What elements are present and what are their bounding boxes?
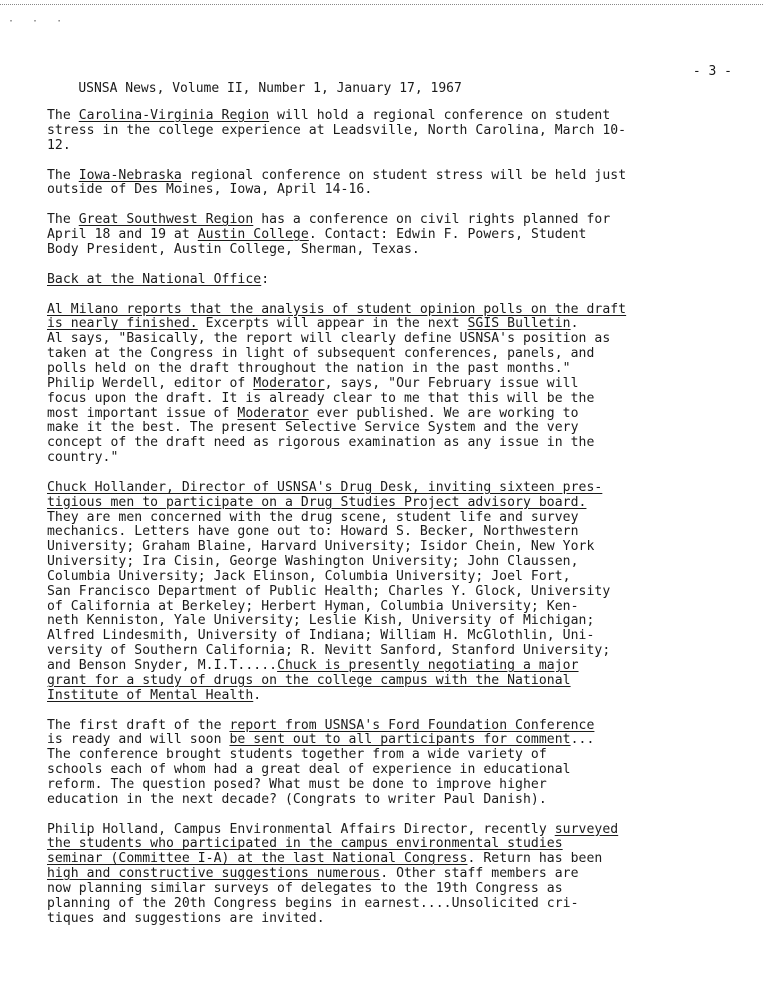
- text-segment: Philip Holland, Campus Environmental Affairs Director, recently: [47, 821, 555, 837]
- paragraph-holland: [47, 823, 732, 927]
- text-segment: .: [253, 687, 262, 703]
- underlined-text: Moderator: [253, 375, 325, 391]
- text-segment: . Other staff members are now planning similar surveys of delegates to the 19th Congress as planning of the 20th Congress begins in earnest....Unsolicited cri- tiques and suggestions are invited.: [47, 866, 579, 926]
- underlined-text: report from USNSA's Ford Foundation Conference: [229, 717, 595, 733]
- underlined-text: SGIS Bulletin: [467, 316, 571, 332]
- text-segment: The: [47, 167, 79, 183]
- text-segment: has a conference on civil rights planned for April 18 and 19 at: [47, 212, 611, 243]
- paragraph-hollander: [47, 481, 732, 704]
- underlined-text: surveyed the students who participated in the campus environmental studies seminar (Committee I-A) at the last National Congress: [47, 821, 619, 867]
- underlined-text: Iowa-Nebraska: [78, 167, 182, 183]
- paragraph-carolina: [47, 109, 732, 154]
- underlined-text: Austin College: [197, 227, 309, 243]
- corner-marks: · · ·: [8, 16, 69, 27]
- text-segment: . Contact: Edwin F. Powers, Student Body President, Austin College, Sherman, Texas.: [47, 227, 587, 257]
- underlined-text: high and constructive suggestions numerous: [47, 866, 381, 882]
- underlined-text: Al Milano reports that the analysis of student opinion polls on the draft is nearly finished.: [47, 301, 627, 332]
- text-segment: The first draft of the: [47, 717, 230, 733]
- underlined-text: Carolina-Virginia Region: [78, 108, 270, 123]
- underlined-text: Moderator: [237, 405, 309, 421]
- underlined-text: be sent out to all participants for comment: [229, 732, 571, 748]
- text-segment: :: [261, 271, 270, 287]
- text-segment: ever published. We are working to make it the best. The present Selective Service System and the very concept of the draft need as rigorous examination as any issue in the country.": [47, 405, 595, 466]
- paragraph-milano: [47, 303, 732, 466]
- text-segment: The: [47, 212, 79, 228]
- section-heading: [47, 273, 732, 288]
- header-title: USNSA News, Volume II, Number 1, January 17, 1967: [78, 81, 462, 96]
- text-segment: . Return has been: [467, 851, 603, 867]
- paragraph-southwest: [47, 213, 732, 258]
- text-segment: regional conference on student stress will be held just outside of Des Moines, Iowa, April 14-16.: [47, 167, 627, 198]
- text-segment: . Al says, "Basically, the report will clearly define USNSA's position as taken at the Congress in light of subsequent conferences, panels, and polls held on the draft throughout the nation in the past months." Philip Werdell, editor of: [47, 316, 611, 391]
- top-dotted-rule: [0, 4, 763, 5]
- underlined-text: Great Southwest Region: [78, 212, 254, 228]
- text-segment: ... The conference brought students together from a wide variety of schools each of whom had a great deal of experience in educational reform. The question posed? What must be done to improve higher education in the next decade? (Congrats to writer Paul Danish).: [47, 732, 595, 807]
- paragraph-ford: [47, 719, 732, 808]
- text-segment: The: [47, 108, 79, 123]
- page-number: - 3 -: [692, 64, 732, 79]
- text-segment: will hold a regional conference on student stress in the college experience at Leadsville, North Carolina, March 10- 12.: [47, 108, 627, 153]
- text-segment: , says, "Our February issue will focus upon the draft. It is already clear to me that this will be the most important issue of: [47, 375, 595, 421]
- underlined-text: Chuck Hollander, Director of USNSA's Drug Desk, inviting sixteen pres- tigious men to participate on a Drug Studies Project advisory board.: [47, 479, 603, 510]
- text-segment: Excerpts will appear in the next: [197, 316, 468, 332]
- underlined-text: Back at the National Office: [47, 271, 262, 287]
- text-segment: They are men concerned with the drug scene, student life and survey mechanics. Letters have gone out to: Howard S. Becker, Northwestern University; Graham Blaine, Harvard University; Isidor Chein, New York University; Ira Cisin, George Washington University; John Claussen, Columbia University; Jack Elinson, Columbia University; Joel Fort, San Francisco Department of Public Health; Charles Y. Glock, University of California at Berkeley; Herbert Hyman, Columbia University; Ken- neth Kenniston, Yale University; Leslie Kish, University of Michigan; Alfred Lindesmith, University of Indiana; William H. McGlothlin, Uni- versity of Southern California; R. Nevitt Sanford, Stanford University; and Benson Snyder, M.I.T.....: [47, 509, 611, 673]
- text-segment: is ready and will soon: [47, 732, 222, 748]
- paragraph-iowa: [47, 169, 732, 199]
- underlined-text: Chuck is presently negotiating a major grant for a study of drugs on the college campus with the National Institute of Mental Health: [47, 658, 579, 703]
- document-body: [47, 109, 732, 942]
